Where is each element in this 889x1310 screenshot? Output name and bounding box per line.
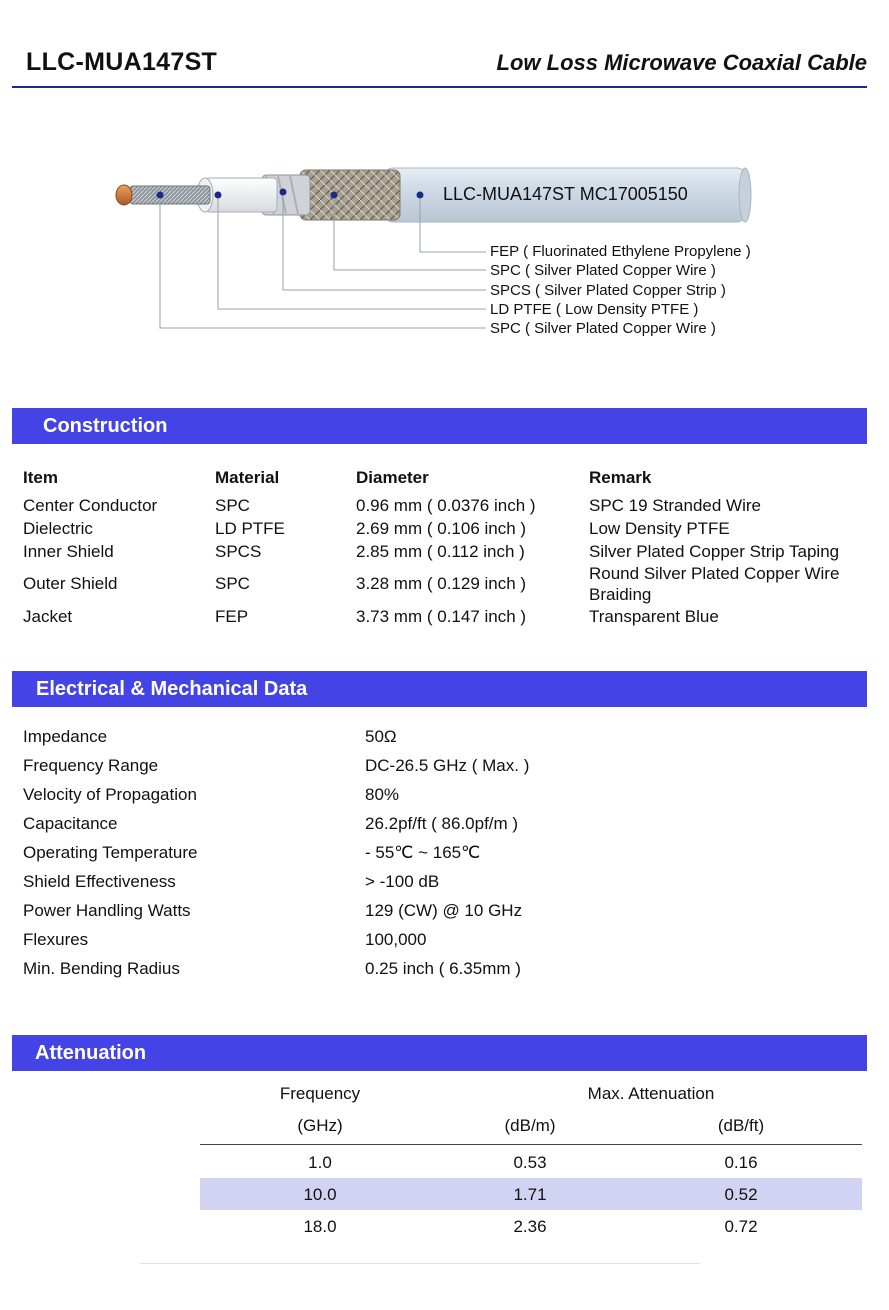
attenuation-title: Attenuation <box>35 1042 147 1064</box>
spec-value: 80% <box>365 785 400 804</box>
cell-frequency: 10.0 <box>303 1185 337 1204</box>
spec-label: Power Handling Watts <box>23 901 191 920</box>
layer-label-center-conductor: SPC ( Silver Plated Copper Wire ) <box>490 320 716 337</box>
spec-value: 26.2pf/ft ( 86.0pf/m ) <box>365 814 519 833</box>
cell-item: Dielectric <box>23 519 93 538</box>
model-number: LLC-MUA147ST <box>26 48 218 76</box>
spec-label: Velocity of Propagation <box>23 785 197 804</box>
cell-item: Center Conductor <box>23 496 158 515</box>
spec-value: > -100 dB <box>365 872 440 891</box>
spec-value: 0.25 inch ( 6.35mm ) <box>365 959 521 978</box>
cell-remark: Low Density PTFE <box>589 519 730 538</box>
spec-value: DC-26.5 GHz ( Max. ) <box>365 756 530 775</box>
cell-material: SPC <box>215 496 250 515</box>
electrical-section-bar <box>12 671 867 707</box>
construction-title: Construction <box>43 415 168 437</box>
cell-db-per-ft: 0.52 <box>724 1185 758 1204</box>
unit-db-per-m: (dB/m) <box>504 1116 556 1135</box>
layer-label-dielectric: LD PTFE ( Low Density PTFE ) <box>490 301 699 318</box>
column-header: Diameter <box>356 468 429 487</box>
cell-remark-continued: Braiding <box>589 585 652 604</box>
cell-db-per-m: 0.53 <box>513 1153 547 1172</box>
column-header: Material <box>215 468 280 487</box>
unit-ghz: (GHz) <box>297 1116 343 1135</box>
electrical-title: Electrical & Mechanical Data <box>36 678 308 700</box>
cable-print-text: LLC-MUA147ST MC17005150 <box>443 184 688 204</box>
cell-db-per-ft: 0.16 <box>724 1153 758 1172</box>
frequency-header: Frequency <box>279 1084 361 1103</box>
cell-remark: Transparent Blue <box>589 607 719 626</box>
cell-material: SPCS <box>215 542 262 561</box>
header-divider <box>200 1144 862 1145</box>
spec-value: 50Ω <box>365 727 397 746</box>
cable-illustration <box>0 150 889 350</box>
spec-label: Shield Effectiveness <box>23 872 176 891</box>
construction-section-bar <box>12 408 867 444</box>
cell-diameter: 3.73 mm ( 0.147 inch ) <box>356 607 527 626</box>
cell-material: FEP <box>215 607 249 626</box>
attenuation-section-bar <box>12 1035 867 1071</box>
cell-material: SPC <box>215 574 250 593</box>
spec-value: 129 (CW) @ 10 GHz <box>365 901 523 920</box>
page-header <box>12 44 867 88</box>
cell-frequency: 1.0 <box>308 1153 332 1172</box>
spec-label: Operating Temperature <box>23 843 198 862</box>
product-subtitle: Low Loss Microwave Coaxial Cable <box>496 50 867 75</box>
cell-diameter: 2.85 mm ( 0.112 inch ) <box>356 542 525 561</box>
table-row-highlighted <box>200 1178 862 1210</box>
cell-remark: Round Silver Plated Copper Wire <box>589 564 840 583</box>
cell-material: LD PTFE <box>215 519 285 538</box>
cell-remark: SPC 19 Stranded Wire <box>589 496 761 515</box>
layer-label-outer-shield: SPC ( Silver Plated Copper Wire ) <box>490 262 716 279</box>
spec-label: Capacitance <box>23 814 118 833</box>
cell-db-per-m: 1.71 <box>513 1185 547 1204</box>
cable-diagram <box>0 150 889 350</box>
cell-db-per-m: 2.36 <box>513 1217 547 1236</box>
table-row <box>200 1210 862 1242</box>
cell-remark: Silver Plated Copper Strip Taping <box>589 542 840 561</box>
spec-label: Flexures <box>23 930 89 949</box>
column-header: Remark <box>589 468 652 487</box>
cell-frequency: 18.0 <box>303 1217 337 1236</box>
footer-divider <box>140 1263 700 1264</box>
cell-diameter: 0.96 mm ( 0.0376 inch ) <box>356 496 536 515</box>
layer-label-inner-shield: SPCS ( Silver Plated Copper Strip ) <box>490 282 726 299</box>
spec-label: Min. Bending Radius <box>23 959 180 978</box>
spec-value: - 55℃ ~ 165℃ <box>365 843 481 862</box>
layer-label-jacket: FEP ( Fluorinated Ethylene Propylene ) <box>490 243 751 260</box>
unit-db-per-ft: (dB/ft) <box>717 1116 765 1135</box>
spec-label: Impedance <box>23 727 108 746</box>
cell-item: Jacket <box>23 607 73 626</box>
cell-diameter: 3.28 mm ( 0.129 inch ) <box>356 574 527 593</box>
spec-value: 100,000 <box>365 930 427 949</box>
spec-label: Frequency Range <box>23 756 159 775</box>
cell-diameter: 2.69 mm ( 0.106 inch ) <box>356 519 527 538</box>
cell-item: Inner Shield <box>23 542 114 561</box>
max-attenuation-header: Max. Attenuation <box>587 1084 715 1103</box>
cell-db-per-ft: 0.72 <box>724 1217 758 1236</box>
cell-item: Outer Shield <box>23 574 118 593</box>
table-row <box>200 1146 862 1178</box>
column-header: Item <box>23 468 58 487</box>
